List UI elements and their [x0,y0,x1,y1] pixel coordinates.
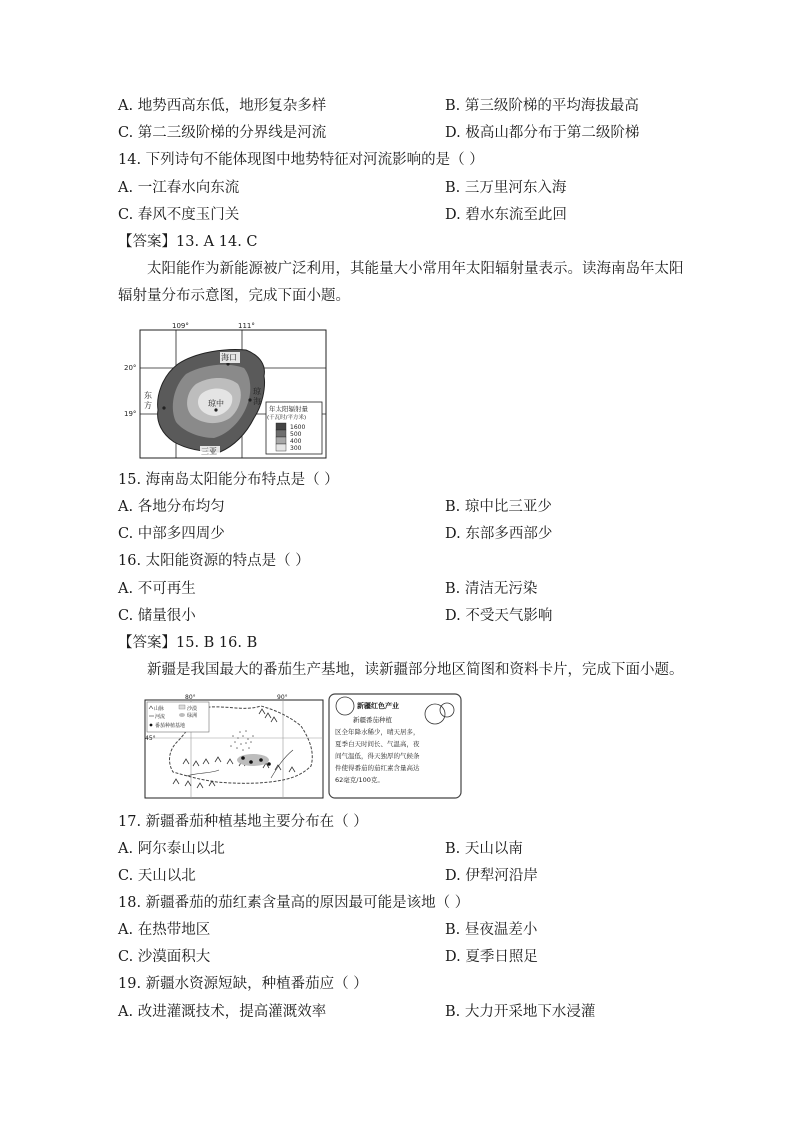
card-line: 62毫克/100克。 [335,776,384,784]
haikou-label: 海口 [221,353,237,362]
legend-oasis: 绿洲 [187,713,198,719]
hainan-intro-line1: 太阳能作为新能源被广泛利用，其能量大小常用年太阳辐射量表示。读海南岛年太阳 [147,261,684,277]
dongfang-label-1: 东 [144,391,152,400]
q14-option-b: B. 三万里河东入海 [445,180,567,196]
q18-stem: 18. 新疆番茄的茄红素含量高的原因最可能是该地（ ） [118,895,470,911]
legend-value-400: 400 [290,438,302,445]
q16-option-d: D. 不受天气影响 [445,608,553,624]
tomato-base-point [259,758,263,762]
q18-option-d: D. 夏季日照足 [445,949,538,965]
sanya-label: 三亚 [201,447,217,456]
answer-13-14: 【答案】13. A 14. C [118,234,258,250]
card-line: 间气温低，得天独厚的气候条 [335,752,420,760]
q13-option-d: D. 极高山都分布于第二级阶梯 [445,125,640,141]
q13-option-c: C. 第二三级阶梯的分界线是河流 [118,125,327,141]
lon-80-label: 80° [185,694,196,701]
q14-option-a: A. 一江春水向东流 [118,180,240,196]
q19-stem: 19. 新疆水资源短缺，种植番茄应（ ） [118,976,368,992]
tomato-base-point [267,762,271,766]
lat-19-label: 19° [124,410,137,418]
lat-20-label: 20° [124,364,137,372]
q15-option-b: B. 琼中比三亚少 [445,499,552,515]
hainan-solar-radiation-map [116,318,328,460]
xinjiang-intro: 新疆是我国最大的番茄生产基地，读新疆部分地区简图和资料卡片，完成下面小题。 [147,662,684,678]
lon-111-label: 111° [238,322,255,330]
q15-stem: 15. 海南岛太阳能分布特点是（ ） [118,472,339,488]
lon-109-label: 109° [172,322,189,330]
q17-option-b: B. 天山以南 [445,841,523,857]
q16-option-c: C. 储量很小 [118,608,196,624]
legend-value-300: 300 [290,445,302,452]
q18-option-c: C. 沙漠面积大 [118,949,211,965]
q15-option-d: D. 东部多西部少 [445,526,553,542]
legend-mountain: 山脉 [154,706,165,712]
q14-option-d: D. 碧水东流至此回 [445,207,567,223]
qionghai-point [248,398,251,401]
legend-title-2: (千瓦时/平方米) [267,415,307,421]
q17-option-d: D. 伊犁河沿岸 [445,868,538,884]
q13-option-b: B. 第三级阶梯的平均海拔最高 [445,98,639,114]
card-line: 件使得番茄的茄红素含量高达 [335,764,420,772]
card-line: 夏季白天时间长、气温高，夜 [335,740,420,748]
q14-option-c: C. 春风不度玉门关 [118,207,240,223]
hainan-intro-line2: 辐射量分布示意图，完成下面小题。 [118,288,350,304]
q16-stem: 16. 太阳能资源的特点是（ ） [118,553,310,569]
qiongzhong-label: 琼中 [208,399,224,408]
lon-90-label: 90° [277,694,288,701]
q17-option-a: A. 阿尔泰山以北 [118,841,225,857]
q19-option-a: A. 改进灌溉技术，提高灌溉效率 [118,1004,327,1020]
card-line: 新疆番茄种植 [353,716,392,724]
legend-desert: 沙漠 [187,706,198,712]
q17-option-c: C. 天山以北 [118,868,196,884]
q16-option-b: B. 清洁无污染 [445,581,538,597]
legend-value-500: 500 [290,431,302,438]
q16-option-a: A. 不可再生 [118,581,196,597]
q19-option-b: B. 大力开采地下水浸灌 [445,1004,596,1020]
xinjiang-map-figure [143,692,465,800]
qiongzhong-point [214,408,217,411]
legend-river: 河流 [155,714,166,720]
tomato-base-point [241,756,245,760]
q15-option-a: A. 各地分布均匀 [118,499,225,515]
answer-15-16: 【答案】15. B 16. B [118,635,258,651]
dongfang-label-2: 方 [144,401,152,410]
q15-option-c: C. 中部多四周少 [118,526,225,542]
q18-option-b: B. 昼夜温差小 [445,922,538,938]
legend-title-1: 年太阳辐射量 [269,405,308,413]
q18-option-a: A. 在热带地区 [118,922,211,938]
tomato-base-point [249,760,253,764]
oasis-area [237,754,269,766]
legend-value-1600: 1600 [290,424,306,431]
q13-option-a: A. 地势西高东低，地形复杂多样 [118,98,327,114]
qionghai-label-1: 琼 [253,387,261,396]
q17-stem: 17. 新疆番茄种植基地主要分布在（ ） [118,814,368,830]
card-title: 新疆红色产业 [357,702,399,710]
dongfang-point [162,406,165,409]
card-line: 区全年降水稀少，晴天居多， [335,728,420,736]
q14-stem: 14. 下列诗句不能体现图中地势特征对河流影响的是（ ） [118,152,484,168]
lat-45-label: 45° [145,735,156,742]
qionghai-label-2: 海 [253,397,261,406]
legend-tomato-base: 番茄种植基地 [155,723,186,729]
